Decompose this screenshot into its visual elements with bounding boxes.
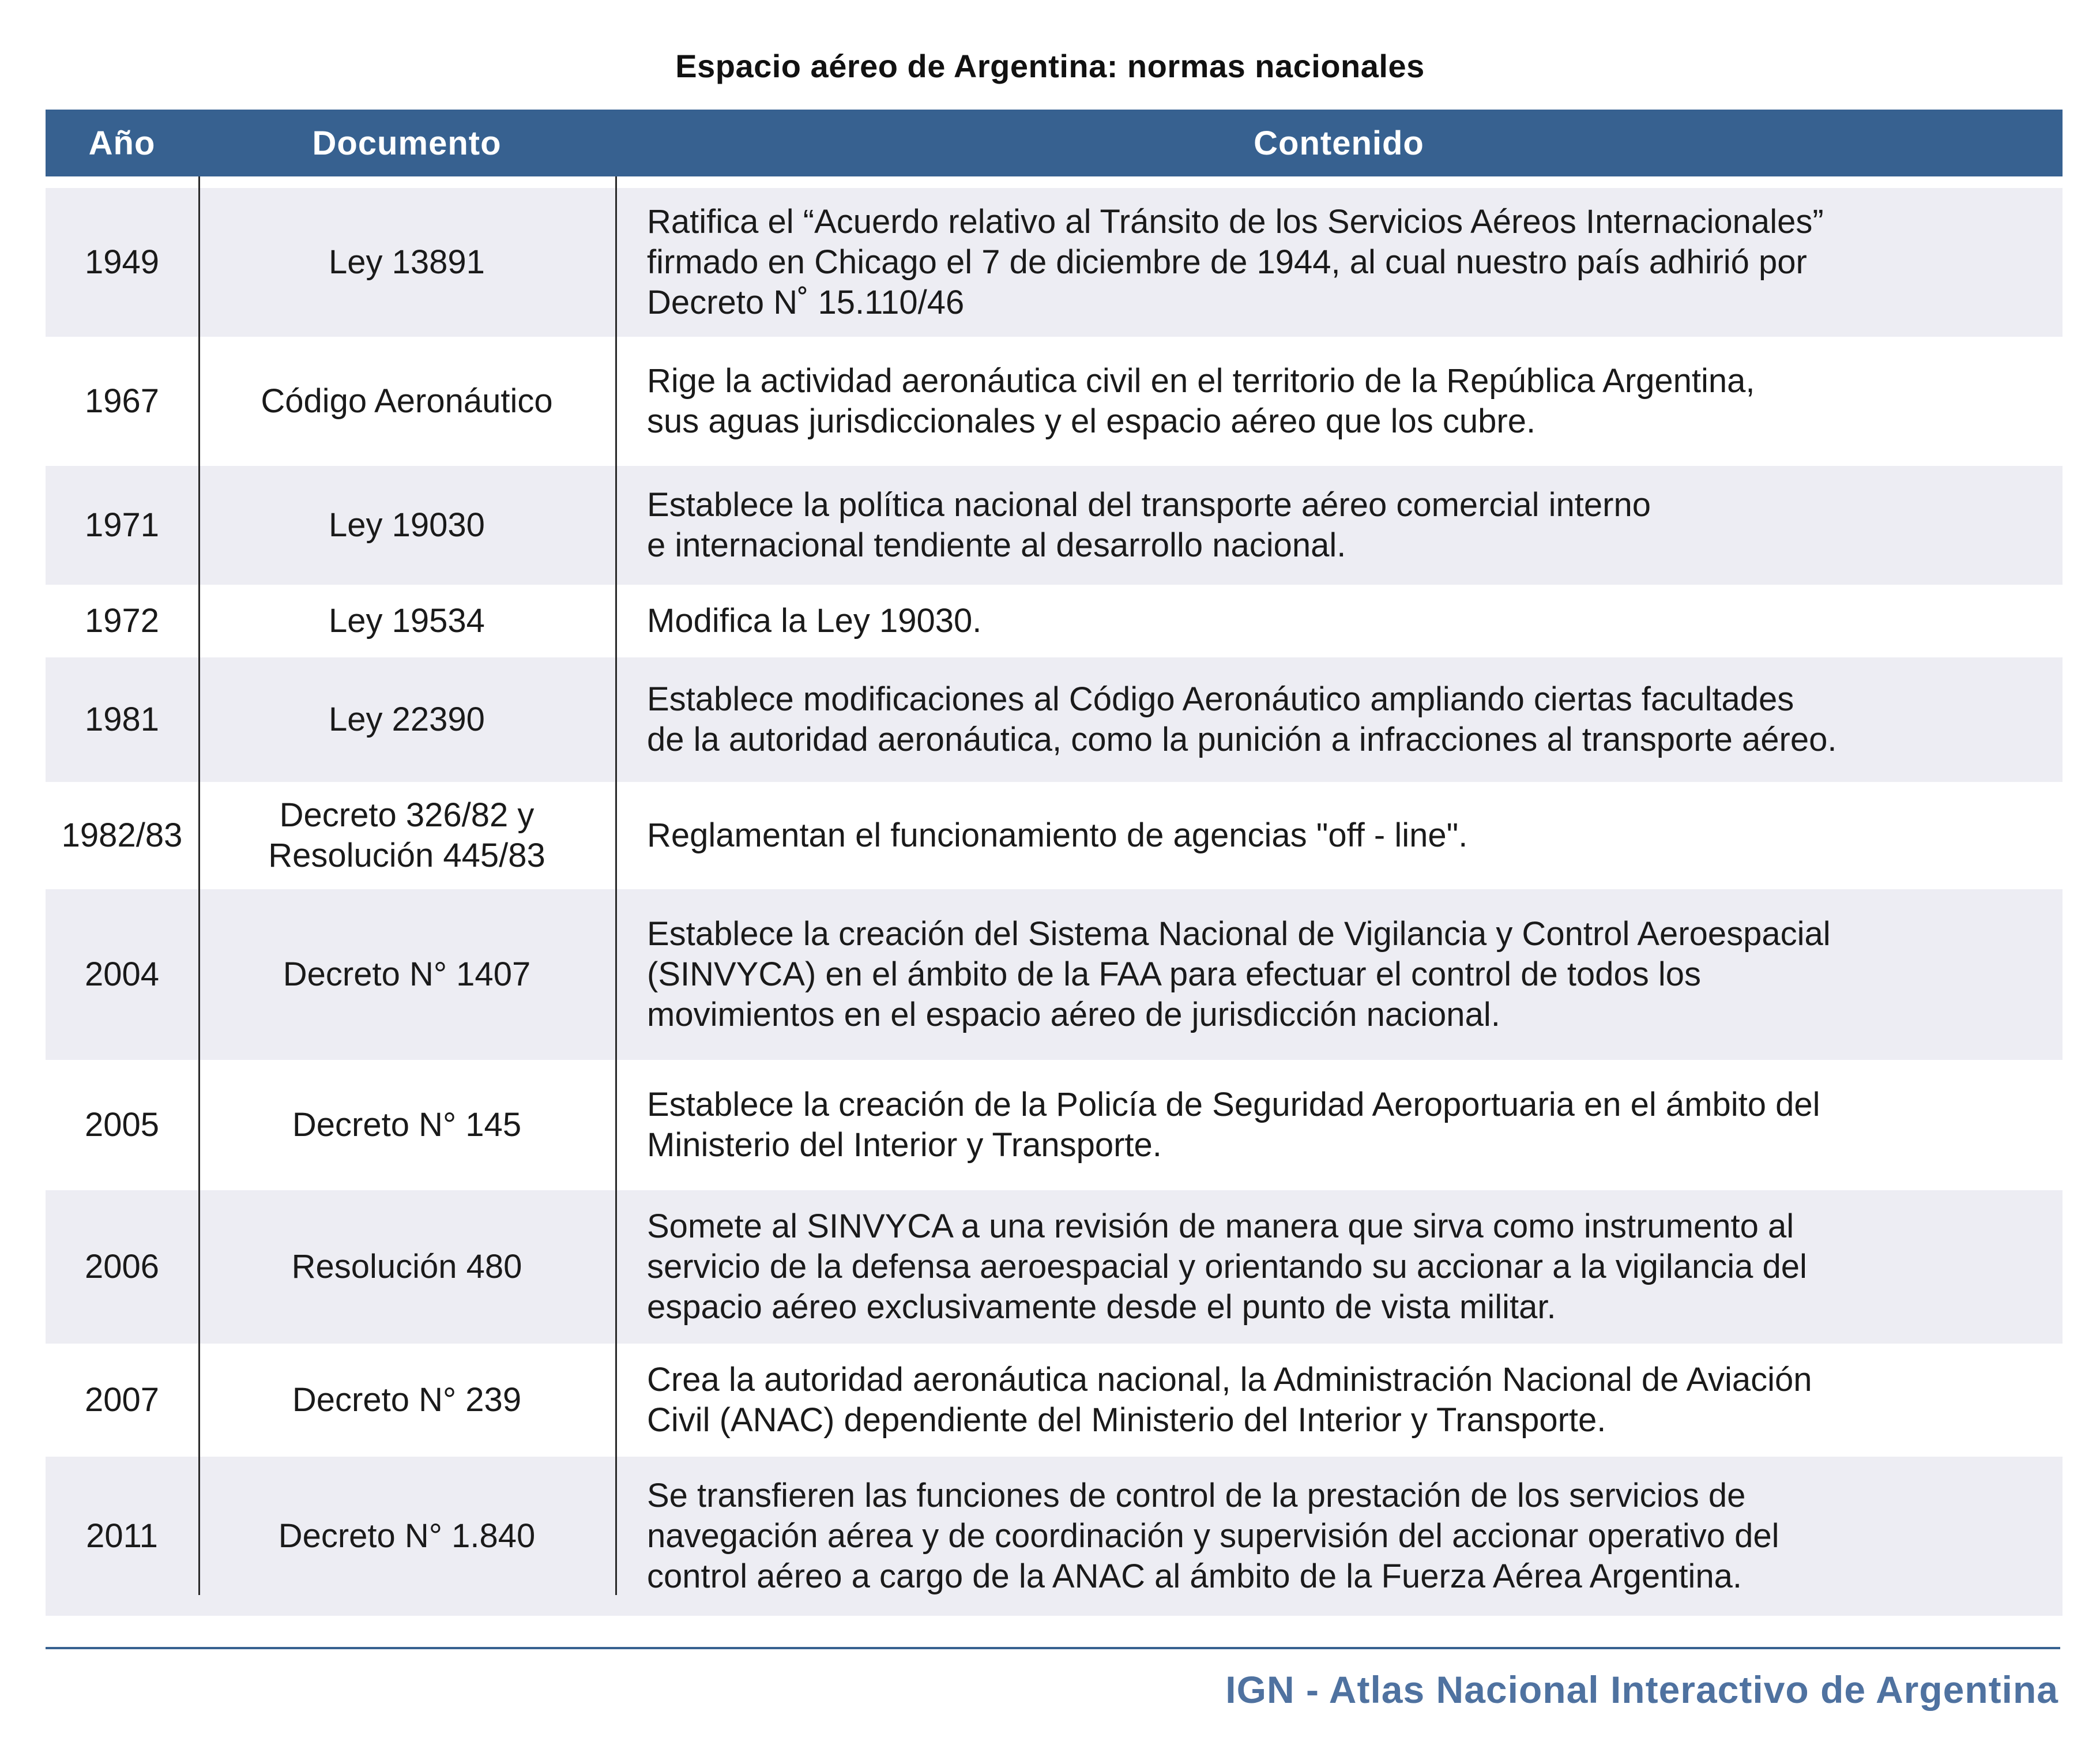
cell-document [198,699,615,740]
footer-divider [46,1647,2060,1649]
cell-document-line: Resolución 445/83 [268,837,545,874]
cell-year: 1971 [84,506,160,544]
cell-document-line: Decreto N° 145 [292,1106,522,1144]
cell-content [615,202,2063,323]
cell-document-line: Decreto N° 1.840 [278,1517,536,1555]
cell-document-line: Ley 19030 [329,506,485,544]
cell-year: 2006 [84,1248,160,1285]
cell-document-line: Decreto N° 1407 [283,956,531,993]
cell-document-line: Ley 13891 [329,243,485,281]
cell-content [615,1360,2063,1440]
cell-content-line: Decreto N˚ 15.110/46 [647,284,965,321]
cell-document [198,1380,615,1420]
cell-year: 1967 [84,382,160,420]
table-body [46,176,2063,1616]
cell-content-line: movimientos en el espacio aéreo de jurisdicción nacional. [647,996,1500,1033]
cell-content-line: (SINVYCA) en el ámbito de la FAA para efectuar el control de todos los [647,956,1701,993]
cell-content-line: Crea la autoridad aeronáutica nacional, la Administración Nacional de Aviación [647,1361,1812,1398]
cell-document [198,954,615,995]
table-row [46,585,2063,657]
cell-content-line: espacio aéreo exclusivamente desde el punto de vista militar. [647,1288,1556,1326]
cell-content-line: firmado en Chicago el 7 de diciembre de 1944, al cual nuestro país adhirió por [647,243,1807,281]
cell-document-line: Resolución 480 [291,1248,522,1285]
cell-year: 1972 [84,602,160,640]
table-row [46,889,2063,1060]
cell-year: 2005 [84,1106,160,1144]
cell-document-line: Decreto N° 239 [292,1381,522,1419]
header-content: Contenido [1254,124,1424,162]
cell-content-line: Civil (ANAC) dependiente del Ministerio del Interior y Transporte. [647,1401,1606,1439]
cell-content-line: e internacional tendiente al desarrollo nacional. [647,526,1346,564]
cell-content-line: navegación aérea y de coordinación y supervisión del accionar operativo del [647,1517,1779,1555]
table-row [46,1344,2063,1457]
cell-year: 2007 [84,1381,160,1419]
header-year: Año [88,124,156,162]
cell-content-line: Se transfieren las funciones de control de la prestación de los servicios de [647,1477,1746,1514]
cell-year: 1982/83 [61,817,183,854]
cell-content-line: Modifica la Ley 19030. [647,602,982,640]
cell-content [615,914,2063,1035]
cell-content [615,485,2063,566]
cell-document [198,505,615,546]
column-divider-year [198,176,200,1595]
cell-year: 1949 [84,243,160,281]
column-divider-document [615,176,617,1595]
cell-document [198,1105,615,1145]
cell-document [198,1516,615,1556]
cell-content-line: Ministerio del Interior y Transporte. [647,1126,1162,1164]
cell-document-line: Decreto 326/82 y [279,796,535,834]
table-row [46,1060,2063,1190]
norms-table [46,110,2063,1616]
cell-document-line: Ley 19534 [329,602,485,640]
cell-content [615,1085,2063,1165]
page-title: Espacio aéreo de Argentina: normas nacionales [675,48,1425,84]
cell-content-line: sus aguas jurisdiccionales y el espacio aéreo que los cubre. [647,403,1536,440]
cell-content-line: Rige la actividad aeronáutica civil en el territorio de la República Argentina, [647,362,1755,400]
cell-document [198,381,615,422]
cell-content [615,601,2063,641]
cell-year: 1981 [84,701,160,738]
table-row [46,657,2063,782]
cell-document [198,601,615,641]
cell-content [615,1476,2063,1597]
cell-document [198,1247,615,1287]
cell-content-line: de la autoridad aeronáutica, como la punición a infracciones al transporte aéreo. [647,721,1837,758]
cell-document [198,242,615,283]
header-document: Documento [312,124,502,162]
cell-content-line: Establece la creación de la Policía de Seguridad Aeroportuaria en el ámbito del [647,1086,1820,1123]
cell-document-line: Ley 22390 [329,701,485,738]
cell-content [615,815,2063,856]
cell-year: 2004 [84,956,160,993]
table-header [46,110,2063,176]
table-row [46,1457,2063,1616]
cell-content [615,679,2063,760]
cell-year: 2011 [86,1517,158,1555]
table-row [46,466,2063,585]
cell-content-line: control aéreo a cargo de la ANAC al ámbito de la Fuerza Aérea Argentina. [647,1558,1743,1595]
cell-content-line: Somete al SINVYCA a una revisión de manera que sirva como instrumento al [647,1208,1794,1245]
table-row [46,782,2063,889]
cell-document [198,795,615,876]
cell-content-line: Establece la creación del Sistema Nacional de Vigilancia y Control Aeroespacial [647,915,1831,953]
table-row [46,188,2063,337]
cell-content-line: Establece la política nacional del transporte aéreo comercial interno [647,486,1651,524]
cell-document-line: Código Aeronáutico [261,382,553,420]
cell-content [615,361,2063,442]
cell-content-line: Ratifica el “Acuerdo relativo al Tránsito de los Servicios Aéreos Internacionales” [647,203,1824,240]
cell-content-line: servicio de la defensa aeroespacial y orientando su accionar a la vigilancia del [647,1248,1807,1285]
cell-content-line: Reglamentan el funcionamiento de agencias "off - line". [647,817,1468,854]
table-row [46,337,2063,466]
cell-content [615,1206,2063,1327]
footer-credit: IGN - Atlas Nacional Interactivo de Argentina [1225,1668,2058,1711]
cell-content-line: Establece modificaciones al Código Aeronáutico ampliando ciertas facultades [647,680,1794,718]
table-row [46,1190,2063,1344]
